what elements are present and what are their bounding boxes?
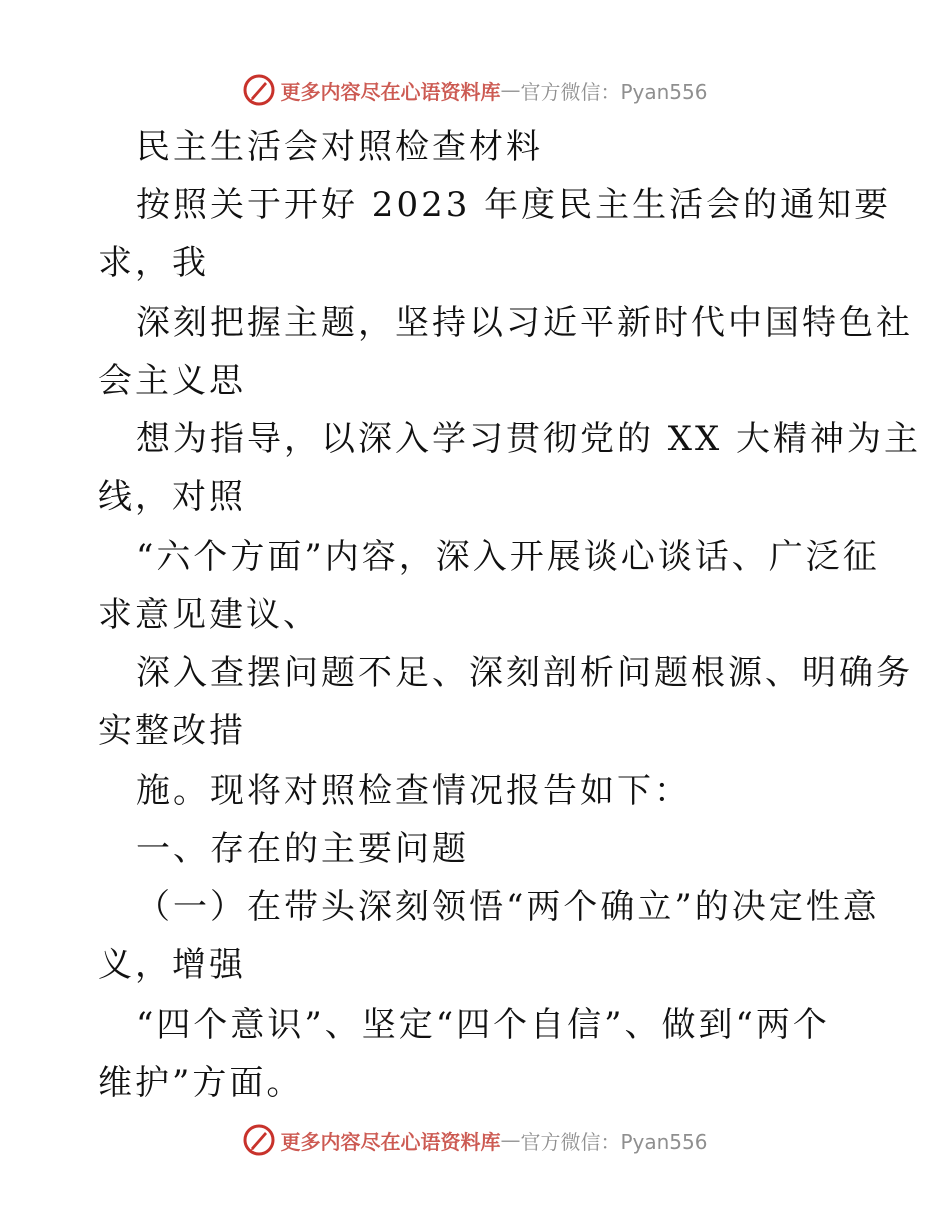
section-heading: 一、存在的主要问题 xyxy=(136,829,469,869)
paragraph-line: 会主义思 xyxy=(98,361,246,401)
paragraph-line: “四个意识”、坚定“四个自信”、做到“两个 xyxy=(136,1005,830,1045)
subsection-heading: （一）在带头深刻领悟“两个确立”的决定性意 xyxy=(136,887,880,927)
watermark-main-text: 更多内容尽在心语资料库 xyxy=(280,1129,501,1154)
watermark-dash: — xyxy=(500,78,521,102)
paragraph-line: 维护”方面。 xyxy=(98,1063,304,1103)
paragraph-line: 实整改措 xyxy=(98,711,246,751)
watermark-dash: — xyxy=(500,1128,521,1152)
paragraph-line: 施。现将对照检查情况报告如下： xyxy=(136,771,691,811)
footer-watermark xyxy=(0,1120,950,1160)
paragraph-line: 想为指导，以深入学习贯彻党的 XX 大精神为主 xyxy=(136,419,922,459)
watermark-main-text: 更多内容尽在心语资料库 xyxy=(280,79,501,104)
paragraph-line: 线，对照 xyxy=(98,477,246,517)
paragraph-line: 深刻把握主题，坚持以习近平新时代中国特色社 xyxy=(136,303,913,343)
paragraph-line: 深入查摆问题不足、深刻剖析问题根源、明确务 xyxy=(136,653,913,693)
paragraph-line: 义，增强 xyxy=(98,945,246,985)
watermark-wechat-text: 官方微信：Pyan556 xyxy=(520,1129,708,1154)
paragraph-line: 求意见建议、 xyxy=(98,595,320,635)
paragraph-line: “六个方面”内容，深入开展谈心谈话、广泛征 xyxy=(136,537,880,577)
paragraph-line: 按照关于开好 2023 年度民主生活会的通知要 xyxy=(136,185,892,225)
paragraph-line: 求，我 xyxy=(98,243,209,283)
quill-logo-icon xyxy=(242,1123,276,1157)
watermark-wechat-text: 官方微信：Pyan556 xyxy=(520,79,708,104)
document-title: 民主生活会对照检查材料 xyxy=(136,127,543,167)
